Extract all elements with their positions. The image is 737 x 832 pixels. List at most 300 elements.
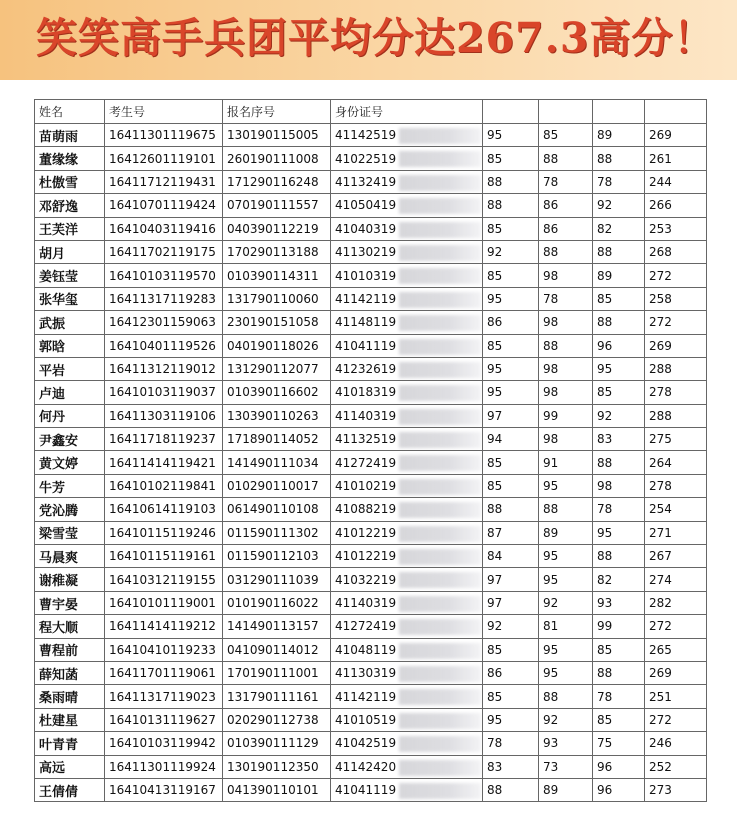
score-1: 84 — [483, 545, 539, 568]
table-row — [35, 638, 707, 661]
id-number-visible: 41272419 — [335, 619, 397, 634]
id-number-visible: 41041119 — [335, 783, 397, 798]
registration-number: 031290111039 — [223, 568, 331, 591]
id-number — [331, 357, 483, 380]
score-1: 85 — [483, 638, 539, 661]
student-name: 尹鑫安 — [35, 428, 105, 451]
id-number-visible: 41132419 — [335, 174, 397, 189]
score-1: 88 — [483, 498, 539, 521]
id-number-visible: 41018319 — [335, 385, 397, 400]
registration-number: 040390112219 — [223, 217, 331, 240]
score-1: 88 — [483, 778, 539, 801]
score-2: 92 — [539, 591, 593, 614]
registration-number: 040190118026 — [223, 334, 331, 357]
student-name: 曹宇晏 — [35, 591, 105, 614]
total-score: 272 — [645, 708, 707, 731]
score-3: 88 — [593, 545, 645, 568]
id-number — [331, 708, 483, 731]
id-redaction-blur — [399, 175, 481, 191]
table-row — [35, 498, 707, 521]
exam-number: 16410614119103 — [105, 498, 223, 521]
id-redaction-blur — [399, 198, 481, 214]
score-3: 92 — [593, 194, 645, 217]
score-2: 88 — [539, 147, 593, 170]
table-row — [35, 451, 707, 474]
score-3: 88 — [593, 147, 645, 170]
registration-number: 171890114052 — [223, 428, 331, 451]
student-name: 张华玺 — [35, 287, 105, 310]
score-2: 95 — [539, 474, 593, 497]
total-score: 274 — [645, 568, 707, 591]
id-number — [331, 311, 483, 334]
id-number — [331, 217, 483, 240]
id-number — [331, 661, 483, 684]
id-number — [331, 778, 483, 801]
score-table — [34, 99, 707, 802]
score-2: 99 — [539, 404, 593, 427]
score-3: 82 — [593, 217, 645, 240]
table-header-row — [35, 100, 707, 124]
score-2: 85 — [539, 124, 593, 147]
student-name: 黄文婷 — [35, 451, 105, 474]
id-number — [331, 334, 483, 357]
table-row — [35, 287, 707, 310]
registration-number: 131790110060 — [223, 287, 331, 310]
score-1: 86 — [483, 661, 539, 684]
score-3: 78 — [593, 498, 645, 521]
id-redaction-blur — [399, 502, 481, 518]
exam-number: 16410103119570 — [105, 264, 223, 287]
id-redaction-blur — [399, 572, 481, 588]
id-number — [331, 591, 483, 614]
id-redaction-blur — [399, 409, 481, 425]
table-row — [35, 264, 707, 287]
registration-number: 141490111034 — [223, 451, 331, 474]
score-1: 95 — [483, 124, 539, 147]
id-number-visible: 41012219 — [335, 549, 397, 564]
score-2: 88 — [539, 685, 593, 708]
id-redaction-blur — [399, 736, 481, 752]
score-1: 85 — [483, 334, 539, 357]
score-3: 83 — [593, 428, 645, 451]
id-redaction-blur — [399, 619, 481, 635]
table-row — [35, 755, 707, 778]
exam-number: 16410103119942 — [105, 732, 223, 755]
header-id-number: 身份证号 — [331, 100, 483, 124]
id-number — [331, 545, 483, 568]
total-score: 265 — [645, 638, 707, 661]
score-3: 95 — [593, 357, 645, 380]
student-name: 曹程前 — [35, 638, 105, 661]
total-score: 273 — [645, 778, 707, 801]
exam-number: 16411718119237 — [105, 428, 223, 451]
registration-number: 171290116248 — [223, 170, 331, 193]
id-number — [331, 498, 483, 521]
registration-number: 020290112738 — [223, 708, 331, 731]
total-score: 246 — [645, 732, 707, 755]
id-number-visible: 41022519 — [335, 151, 397, 166]
table-row — [35, 170, 707, 193]
score-2: 88 — [539, 498, 593, 521]
score-3: 85 — [593, 287, 645, 310]
student-name: 平岩 — [35, 357, 105, 380]
exam-number: 16410410119233 — [105, 638, 223, 661]
exam-number: 16410413119167 — [105, 778, 223, 801]
id-redaction-blur — [399, 479, 481, 495]
score-3: 78 — [593, 685, 645, 708]
score-2: 89 — [539, 521, 593, 544]
registration-number: 130190115005 — [223, 124, 331, 147]
score-1: 85 — [483, 147, 539, 170]
score-1: 95 — [483, 708, 539, 731]
table-row — [35, 404, 707, 427]
table-row — [35, 381, 707, 404]
id-redaction-blur — [399, 596, 481, 612]
student-name: 高远 — [35, 755, 105, 778]
id-number — [331, 428, 483, 451]
student-name: 卢迪 — [35, 381, 105, 404]
score-2: 86 — [539, 194, 593, 217]
score-2: 95 — [539, 638, 593, 661]
exam-number: 16411301119675 — [105, 124, 223, 147]
table-row — [35, 521, 707, 544]
score-1: 97 — [483, 568, 539, 591]
id-number-visible: 41142519 — [335, 128, 397, 143]
id-number-visible: 41042519 — [335, 736, 397, 751]
id-redaction-blur — [399, 689, 481, 705]
exam-number: 16411414119212 — [105, 615, 223, 638]
student-name: 武振 — [35, 311, 105, 334]
header-name: 姓名 — [35, 100, 105, 124]
table-row — [35, 240, 707, 263]
exam-number: 16411414119421 — [105, 451, 223, 474]
score-1: 88 — [483, 170, 539, 193]
score-table-body — [35, 100, 707, 802]
total-score: 288 — [645, 404, 707, 427]
id-number-visible: 41040319 — [335, 221, 397, 236]
score-1: 85 — [483, 685, 539, 708]
score-3: 96 — [593, 334, 645, 357]
score-3: 89 — [593, 264, 645, 287]
score-2: 98 — [539, 311, 593, 334]
score-2: 88 — [539, 334, 593, 357]
registration-number: 010190116022 — [223, 591, 331, 614]
id-number — [331, 451, 483, 474]
score-2: 88 — [539, 240, 593, 263]
registration-number: 070190111557 — [223, 194, 331, 217]
total-score: 271 — [645, 521, 707, 544]
id-redaction-blur — [399, 432, 481, 448]
score-2: 73 — [539, 755, 593, 778]
score-2: 98 — [539, 357, 593, 380]
exam-number: 16411312119012 — [105, 357, 223, 380]
score-1: 87 — [483, 521, 539, 544]
score-1: 94 — [483, 428, 539, 451]
student-name: 王芙洋 — [35, 217, 105, 240]
registration-number: 130190112350 — [223, 755, 331, 778]
table-row — [35, 708, 707, 731]
id-number-visible: 41012219 — [335, 525, 397, 540]
id-redaction-blur — [399, 666, 481, 682]
id-number — [331, 732, 483, 755]
id-number-visible: 41050419 — [335, 198, 397, 213]
table-row — [35, 545, 707, 568]
id-number — [331, 568, 483, 591]
score-3: 96 — [593, 755, 645, 778]
score-1: 85 — [483, 451, 539, 474]
header-score-3 — [593, 100, 645, 124]
id-number-visible: 41088219 — [335, 502, 397, 517]
score-2: 95 — [539, 568, 593, 591]
table-row — [35, 194, 707, 217]
registration-number: 260190111008 — [223, 147, 331, 170]
id-redaction-blur — [399, 245, 481, 261]
score-3: 88 — [593, 451, 645, 474]
score-1: 95 — [483, 381, 539, 404]
registration-number: 130390110263 — [223, 404, 331, 427]
id-redaction-blur — [399, 222, 481, 238]
registration-number: 131290112077 — [223, 357, 331, 380]
score-2: 98 — [539, 264, 593, 287]
total-score: 252 — [645, 755, 707, 778]
exam-number: 16410103119037 — [105, 381, 223, 404]
total-score: 272 — [645, 615, 707, 638]
score-1: 92 — [483, 240, 539, 263]
total-score: 278 — [645, 474, 707, 497]
id-number — [331, 287, 483, 310]
total-score: 282 — [645, 591, 707, 614]
student-name: 叶青青 — [35, 732, 105, 755]
id-number-visible: 41010219 — [335, 479, 397, 494]
id-number — [331, 124, 483, 147]
id-number-visible: 41142119 — [335, 291, 397, 306]
id-redaction-blur — [399, 455, 481, 471]
student-name: 苗萌雨 — [35, 124, 105, 147]
score-2: 91 — [539, 451, 593, 474]
table-row — [35, 217, 707, 240]
score-2: 98 — [539, 428, 593, 451]
table-row — [35, 474, 707, 497]
score-3: 88 — [593, 311, 645, 334]
score-2: 92 — [539, 708, 593, 731]
id-number-visible: 41232619 — [335, 362, 397, 377]
id-redaction-blur — [399, 643, 481, 659]
id-number-visible: 41010519 — [335, 712, 397, 727]
id-number — [331, 685, 483, 708]
exam-number: 16410312119155 — [105, 568, 223, 591]
id-number — [331, 170, 483, 193]
table-row — [35, 778, 707, 801]
id-number-visible: 41041119 — [335, 338, 397, 353]
registration-number: 010390114311 — [223, 264, 331, 287]
exam-number: 16411301119924 — [105, 755, 223, 778]
table-row — [35, 124, 707, 147]
registration-number: 141490113157 — [223, 615, 331, 638]
score-3: 75 — [593, 732, 645, 755]
score-2: 78 — [539, 287, 593, 310]
score-2: 93 — [539, 732, 593, 755]
score-2: 78 — [539, 170, 593, 193]
score-1: 86 — [483, 311, 539, 334]
student-name: 谢稚凝 — [35, 568, 105, 591]
id-redaction-blur — [399, 268, 481, 284]
id-number — [331, 264, 483, 287]
total-score: 268 — [645, 240, 707, 263]
id-number-visible: 41048119 — [335, 642, 397, 657]
id-redaction-blur — [399, 315, 481, 331]
exam-number: 16410401119526 — [105, 334, 223, 357]
registration-number: 011590112103 — [223, 545, 331, 568]
student-name: 何丹 — [35, 404, 105, 427]
student-name: 胡月 — [35, 240, 105, 263]
header-score-1 — [483, 100, 539, 124]
score-3: 78 — [593, 170, 645, 193]
registration-number: 010390116602 — [223, 381, 331, 404]
id-redaction-blur — [399, 385, 481, 401]
score-3: 99 — [593, 615, 645, 638]
id-number-visible: 41148119 — [335, 315, 397, 330]
student-name: 杜建星 — [35, 708, 105, 731]
table-row — [35, 591, 707, 614]
total-score: 264 — [645, 451, 707, 474]
id-redaction-blur — [399, 783, 481, 799]
id-number-visible: 41130219 — [335, 245, 397, 260]
id-number-visible: 41132519 — [335, 432, 397, 447]
student-name: 邓舒逸 — [35, 194, 105, 217]
score-3: 88 — [593, 240, 645, 263]
registration-number: 010390111129 — [223, 732, 331, 755]
score-3: 93 — [593, 591, 645, 614]
total-score: 251 — [645, 685, 707, 708]
student-name: 程大顺 — [35, 615, 105, 638]
table-row — [35, 334, 707, 357]
score-2: 81 — [539, 615, 593, 638]
header-score-2 — [539, 100, 593, 124]
exam-number: 16410115119246 — [105, 521, 223, 544]
score-1: 85 — [483, 264, 539, 287]
header-total — [645, 100, 707, 124]
total-score: 278 — [645, 381, 707, 404]
table-row — [35, 428, 707, 451]
exam-number: 16410701119424 — [105, 194, 223, 217]
id-number — [331, 381, 483, 404]
id-number-visible: 41130319 — [335, 666, 397, 681]
id-redaction-blur — [399, 128, 481, 144]
student-name: 董缘缘 — [35, 147, 105, 170]
score-2: 98 — [539, 381, 593, 404]
total-score: 261 — [645, 147, 707, 170]
score-3: 95 — [593, 521, 645, 544]
student-name: 薛知菡 — [35, 661, 105, 684]
exam-number: 16410102119841 — [105, 474, 223, 497]
id-number-visible: 41010319 — [335, 268, 397, 283]
student-name: 党沁腾 — [35, 498, 105, 521]
total-score: 267 — [645, 545, 707, 568]
registration-number: 170290113188 — [223, 240, 331, 263]
id-number-visible: 41272419 — [335, 455, 397, 470]
id-number — [331, 404, 483, 427]
id-number-visible: 41142420 — [335, 759, 397, 774]
score-3: 89 — [593, 124, 645, 147]
registration-number: 131790111161 — [223, 685, 331, 708]
student-name: 王倩倩 — [35, 778, 105, 801]
registration-number: 061490110108 — [223, 498, 331, 521]
id-redaction-blur — [399, 526, 481, 542]
registration-number: 170190111001 — [223, 661, 331, 684]
exam-number: 16410131119627 — [105, 708, 223, 731]
exam-number: 16410403119416 — [105, 217, 223, 240]
total-score: 258 — [645, 287, 707, 310]
exam-number: 16411303119106 — [105, 404, 223, 427]
score-1: 85 — [483, 474, 539, 497]
score-2: 86 — [539, 217, 593, 240]
table-row — [35, 147, 707, 170]
total-score: 266 — [645, 194, 707, 217]
id-redaction-blur — [399, 339, 481, 355]
score-3: 92 — [593, 404, 645, 427]
exam-number: 16412601119101 — [105, 147, 223, 170]
total-score: 254 — [645, 498, 707, 521]
total-score: 253 — [645, 217, 707, 240]
id-number — [331, 638, 483, 661]
registration-number: 011590111302 — [223, 521, 331, 544]
score-3: 85 — [593, 381, 645, 404]
table-row — [35, 357, 707, 380]
score-3: 98 — [593, 474, 645, 497]
score-1: 88 — [483, 194, 539, 217]
student-name: 牛芳 — [35, 474, 105, 497]
score-1: 97 — [483, 591, 539, 614]
total-score: 269 — [645, 124, 707, 147]
id-number — [331, 615, 483, 638]
score-3: 82 — [593, 568, 645, 591]
id-redaction-blur — [399, 549, 481, 565]
table-row — [35, 661, 707, 684]
exam-number: 16410101119001 — [105, 591, 223, 614]
student-name: 桑雨晴 — [35, 685, 105, 708]
student-name: 姜钰莹 — [35, 264, 105, 287]
id-number — [331, 240, 483, 263]
id-redaction-blur — [399, 362, 481, 378]
id-number — [331, 474, 483, 497]
exam-number: 16411702119175 — [105, 240, 223, 263]
score-3: 85 — [593, 708, 645, 731]
exam-number: 16412301159063 — [105, 311, 223, 334]
score-3: 96 — [593, 778, 645, 801]
id-number — [331, 194, 483, 217]
student-name: 梁雪莹 — [35, 521, 105, 544]
total-score: 269 — [645, 661, 707, 684]
total-score: 288 — [645, 357, 707, 380]
score-2: 95 — [539, 545, 593, 568]
table-row — [35, 568, 707, 591]
total-score: 272 — [645, 264, 707, 287]
exam-number: 16411317119023 — [105, 685, 223, 708]
score-1: 92 — [483, 615, 539, 638]
score-1: 97 — [483, 404, 539, 427]
table-row — [35, 732, 707, 755]
id-number-visible: 41140319 — [335, 596, 397, 610]
registration-number: 230190151058 — [223, 311, 331, 334]
student-name: 郭晗 — [35, 334, 105, 357]
student-name: 马晨爽 — [35, 545, 105, 568]
total-score: 275 — [645, 428, 707, 451]
score-1: 95 — [483, 287, 539, 310]
table-row — [35, 615, 707, 638]
id-redaction-blur — [399, 713, 481, 729]
registration-number: 041390110101 — [223, 778, 331, 801]
id-number-visible: 41142119 — [335, 689, 397, 704]
